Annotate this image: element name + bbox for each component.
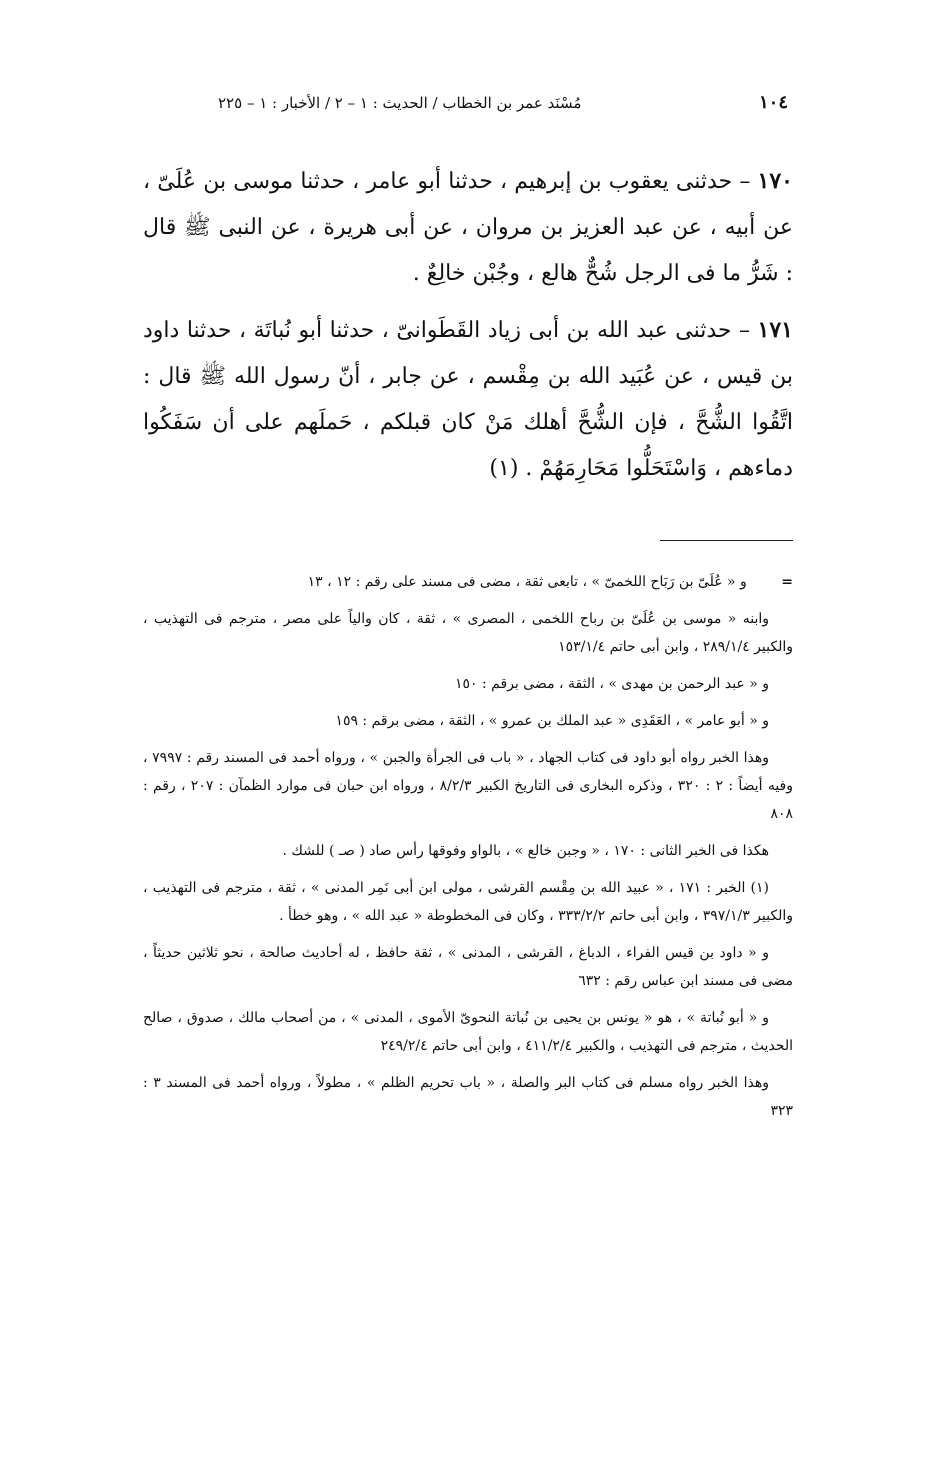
footnote-paragraph: وهذا الخبر رواه مسلم فى كتاب البر والصلة ، « باب تحريم الظلم » ، مطولاً ، ورواه أحمد فى المسند ٣ : ٣٢٣ bbox=[143, 1075, 793, 1119]
footnote-paragraph: و « داود بن قيس الفراء ، الدباغ ، القرشى ، المدنى » ، ثقة حافظ ، له أحاديث صالحة ، نحو ثلاثين حديثاً ، مضى فى مسند ابن عباس رقم : ٦٣٢ bbox=[143, 945, 793, 989]
continuation-marker: = bbox=[781, 574, 793, 590]
hadith-text: – حدثنى يعقوب بن إبرهيم ، حدثنا أبو عامر ، حدثنا موسى بن عُلَىّ ، عن أبيه ، عن عبد العزيز بن مروان ، عن أبى هريرة ، عن النبى ﷺ قال : شَرُّ ما فى الرجل شُحٌّ هالع ، وجُبْن خالِعٌ . bbox=[143, 169, 793, 286]
main-text bbox=[143, 158, 793, 502]
footnote-paragraph bbox=[143, 568, 793, 596]
page-header bbox=[218, 92, 788, 122]
footnote-paragraph: هكذا فى الخبر الثانى : ١٧٠ ، « وجبن خالع » ، بالواو وفوقها رأس صاد ( صـ ) للشك . bbox=[282, 843, 769, 859]
hadith-text: – حدثنى عبد الله بن أبى زياد القَطَوانىّ ، حدثنا أبو نُباتَة ، حدثنا داود بن قيس ، عن عُبَيد الله بن مِقْسم ، عن جابر ، أنّ رسول الله ﷺ قال : اتَّقُوا الشُّحَّ ، فإن الشُّحَّ أهلك مَنْ كان قبلكم ، حَملَهم على أن سَفَكُوا دماءهم ، وَاسْتَحَلُّوا مَحَارِمَهُمْ . (١) bbox=[143, 318, 793, 481]
page-number: ١٠٤ bbox=[758, 92, 788, 113]
hadith-paragraph bbox=[143, 158, 793, 297]
footnotes bbox=[143, 568, 793, 1134]
footnote-paragraph: وابنه « موسى بن عُلَىّ بن رباح اللخمى ، المصرى » ، ثقة ، كان والياً على مصر ، مترجم فى التهذيب ، والكبير ٢٨٩/١/٤ ، وابن أبى حاتم ١٥٣/١/٤ bbox=[143, 611, 793, 655]
hadith-number: ١٧١ bbox=[757, 317, 793, 343]
footnote-paragraph: و « أبو نُباتة » ، هو « يونس بن يحيى بن نُباتة النحوىّ الأموى ، المدنى » ، من أصحاب مالك ، صدوق ، صالح الحديث ، مترجم فى التهذيب ، والكبير ٤١١/٢/٤ ، وابن أبى حاتم ٢٤٩/٢/٤ bbox=[143, 1010, 793, 1054]
footnote-paragraph: و « عبد الرحمن بن مهدى » ، الثقة ، مضى برقم : ١٥٠ bbox=[455, 676, 769, 692]
footnote-paragraph: (١) الخبر : ١٧١ ، « عبيد الله بن مِقْسم القرشى ، مولى ابن أبى نَمِر المدنى » ، ثقة ، مترجم فى التهذيب ، والكبير ٣٩٧/١/٣ ، وابن أبى حاتم ٣٣٣/٢/٢ ، وكان فى المخطوطة « عبد الله » ، وهو خطأ . bbox=[143, 880, 793, 924]
hadith-paragraph bbox=[143, 307, 793, 492]
hadith-number: ١٧٠ bbox=[757, 168, 793, 194]
footnote-separator bbox=[660, 540, 793, 541]
footnote-paragraph: و « أبو عامر » ، العَقَدِى « عبد الملك بن عمرو » ، الثقة ، مضى برقم : ١٥٩ bbox=[335, 713, 769, 729]
footnote-text: و « عُلَىّ بن رَبَاح اللخمىّ » ، تابعى ثقة ، مضى فى مسند على رقم : ١٢ ، ١٣ bbox=[307, 574, 747, 590]
running-title: مُسْنَد عمر بن الخطاب / الحديث : ١ – ٢ / الأخبار : ١ – ٢٢٥ bbox=[218, 94, 582, 112]
footnote-paragraph: وهذا الخبر رواه أبو داود فى كتاب الجهاد ، « باب فى الجرأة والجبن » ، ورواه أحمد فى المسند رقم : ٧٩٩٧ ، وفيه أيضاً : ٢ : ٣٢٠ ، وذكره البخارى فى التاريخ الكبير ٨/٢/٣ ، ورواه ابن حبان فى موارد الظمآن : ٢٠٧ ، رقم : ٨٠٨ bbox=[143, 750, 794, 822]
